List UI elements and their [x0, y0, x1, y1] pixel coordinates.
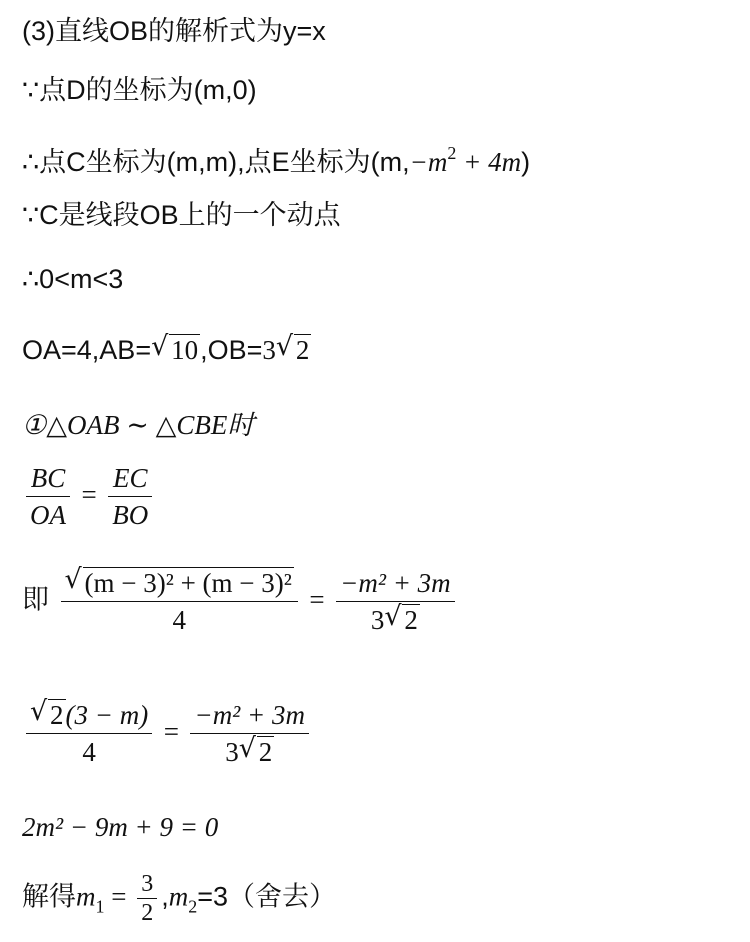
line-1 [22, 14, 326, 48]
line-2-text: ∵点D的坐标为(m,0) [22, 75, 257, 105]
fraction-den: 2 [141, 900, 154, 926]
line-3-exp: 2 [447, 143, 457, 163]
line-10 [22, 697, 313, 770]
line-11 [22, 810, 218, 844]
line-7 [22, 408, 254, 442]
line-5-text: ∴0<m<3 [22, 264, 124, 294]
line-2 [22, 73, 257, 107]
line-12-suffix: =3（舍去） [197, 881, 337, 912]
line-3-text: ∴点C坐标为(m,m),点E坐标为(m, [22, 147, 410, 177]
factor: (3 − m) [65, 700, 149, 730]
coef: 3 [370, 605, 385, 635]
fraction-den: 4 [82, 737, 96, 767]
comma: , [161, 881, 169, 912]
line-6-text: OA=4,AB= [22, 335, 152, 365]
line-9-prefix: 即 [22, 584, 49, 615]
fraction-num: −m² + 3m [194, 700, 305, 730]
line-3-close: ) [521, 147, 531, 177]
sqrt-10: √ 10 [151, 331, 199, 365]
sqrt-2-arg: 2 [295, 335, 310, 365]
fraction-num: EC [113, 463, 148, 493]
quadratic-equation: 2m² − 9m + 9 = 0 [22, 812, 219, 842]
fraction-three-halves [137, 870, 157, 927]
line-6-ob: ,OB= [200, 335, 263, 365]
sqrt-2: √ 2 [384, 601, 418, 635]
sqrt-arg: 2 [404, 605, 418, 635]
sqrt-arg: 2 [258, 737, 273, 767]
fraction-bc-oa [26, 460, 70, 533]
equals-sign: = [309, 584, 325, 615]
equals-sign: = [163, 716, 179, 747]
line-5 [22, 262, 123, 296]
line-12-prefix: 解得 [22, 881, 76, 912]
sqrt-sum-arg: (m − 3)² + (m − 3)² [84, 568, 292, 598]
line-1-text: (3)直线OB的解析式为y=x [22, 16, 326, 46]
sqrt-10-arg: 10 [171, 335, 199, 365]
fraction-sqrt-sum [61, 565, 298, 638]
equals-sign: = [104, 881, 134, 912]
line-12 [22, 870, 336, 927]
sqrt-2: √ 2 [238, 733, 273, 767]
line-9 [22, 565, 459, 638]
var-m1: m [76, 881, 96, 912]
fraction-left [26, 697, 152, 770]
equals-sign: = [81, 479, 97, 510]
line-4 [22, 198, 341, 232]
line-3-math: −m [409, 147, 448, 177]
line-3-math-2: + 4m [456, 147, 522, 177]
sqrt-arg: 2 [50, 700, 64, 730]
fraction-den: BO [112, 500, 149, 530]
sub-1: 1 [95, 896, 105, 917]
sub-2: 2 [188, 896, 198, 917]
fraction-den: 4 [172, 605, 186, 635]
line-8 [22, 460, 156, 533]
line-6 [22, 333, 311, 367]
fraction-den: OA [30, 500, 66, 530]
fraction-num: −m² + 3m [340, 568, 451, 598]
line-4-text: ∵C是线段OB上的一个动点 [22, 200, 341, 230]
fraction-num: 3 [141, 871, 154, 897]
fraction-ec-bo [108, 460, 152, 533]
sqrt-2: √ 2 [30, 696, 64, 730]
fraction-right [190, 697, 309, 770]
sqrt-sum: √ (m − 3)² + (m − 3)² [64, 564, 292, 598]
var-m2: m [168, 881, 189, 912]
line-7-text: ①△OAB ∼ △CBE时 [22, 410, 255, 440]
coef: 3 [225, 737, 239, 767]
fraction-right [336, 565, 455, 638]
sqrt-2: √ 2 [275, 331, 310, 365]
fraction-num: BC [30, 463, 66, 493]
line-6-coef: 3 [262, 335, 276, 365]
line-3 [22, 136, 530, 179]
